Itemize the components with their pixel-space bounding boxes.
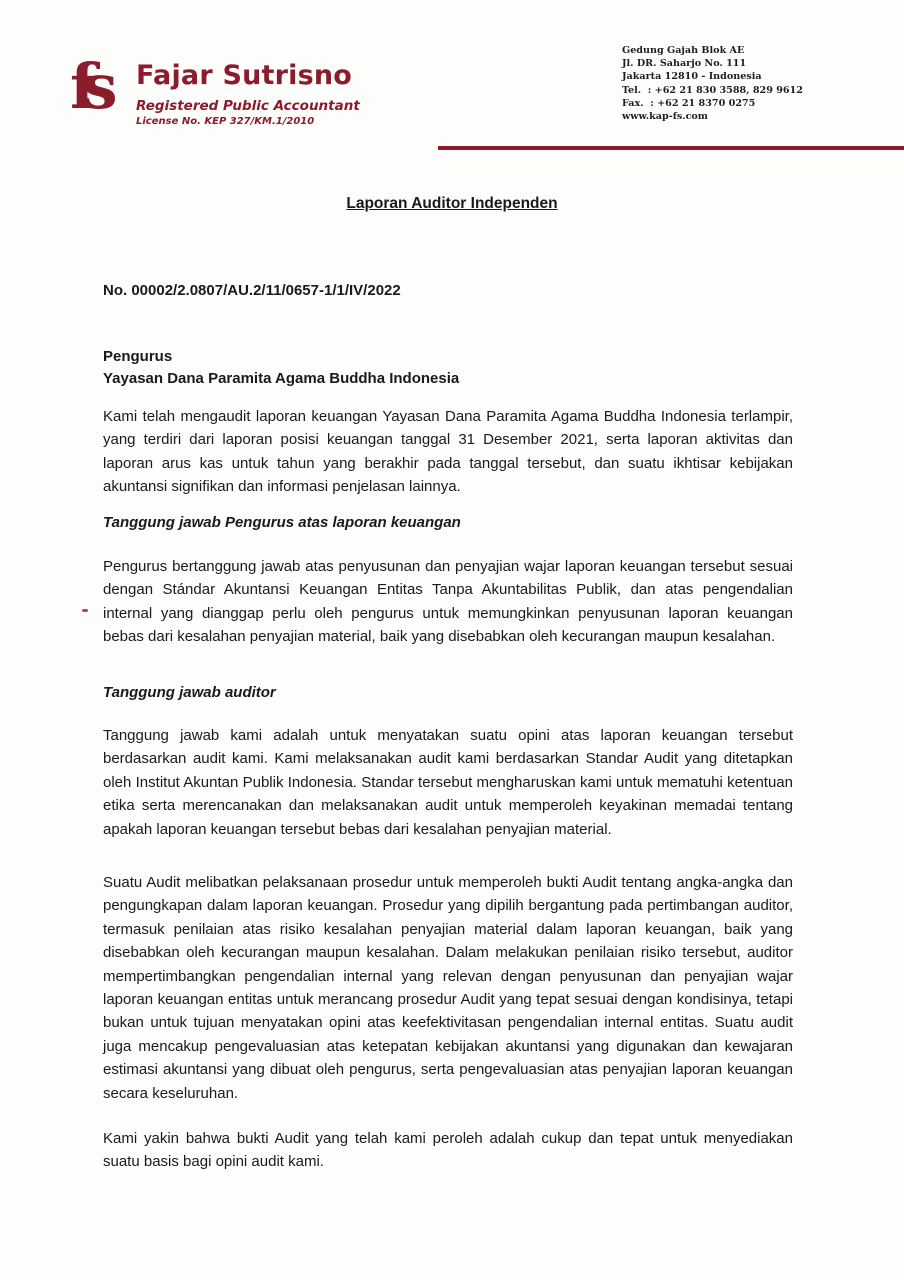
header-divider <box>438 146 904 150</box>
firm-name: Fajar Sutrisno <box>136 60 353 91</box>
firm-license: License No. KEP 327/KM.1/2010 <box>136 116 315 127</box>
paragraph: Suatu Audit melibatkan pelaksanaan prosedur untuk memperoleh bukti Audit tentang angka-angka dan pengungkapan dalam laporan keuangan. Prosedur yang dipilih bergantung pada pertimbangan auditor, termasuk penilaian atas risiko kesalahan penyajian material dalam laporan keuangan, baik yang disebabkan oleh kecurangan maupun kesalahan. Dalam melakukan penilaian risiko tersebut, auditor mempertimbangkan pengendalian internal yang relevan dengan penyusunan dan penyajian wajar laporan keuangan entitas untuk merancang prosedur Audit yang tepat sesuai dengan kondisinya, tetapi bukan untuk tujuan menyatakan opini atas keefektivitasan pengendalian internal entitas. Suatu audit juga mencakup pengevaluasian atas ketepatan kebijakan akuntansi yang digunakan dan kewajaran estimasi akuntansi yang dibuat oleh pengurus, serta pengevaluasian atas penyajian laporan keuangan secara keseluruhan. <box>103 874 793 1102</box>
intro-paragraph <box>103 405 793 499</box>
paragraph: Kami yakin bahwa bukti Audit yang telah kami peroleh adalah cukup dan tepat untuk menyediakan suatu basis bagi opini audit kami. <box>103 1130 793 1171</box>
scan-mark-icon <box>82 609 88 612</box>
paragraph: Pengurus bertanggung jawab atas penyusunan dan penyajian wajar laporan keuangan tersebut sesuai dengan Stándar Akuntansi Keuangan Entitas Tanpa Akuntabilitas Publik, dan atas pengendalian internal yang dianggap perlu oleh pengurus untuk memungkinkan penyusunan laporan keuangan bebas dari kesalahan penyajian material, baik yang disebabkan oleh kecurangan maupun kesalahan. <box>103 558 793 646</box>
document-title-text: Laporan Auditor Independen <box>346 195 558 212</box>
section-auditor-body-3 <box>103 1127 793 1174</box>
firm-subtitle: Registered Public Accountant <box>136 98 360 114</box>
section-auditor-body-1 <box>103 724 793 841</box>
address-line: Jl. DR. Saharjo No. 111 <box>622 58 747 70</box>
section-auditor-body-2 <box>103 871 793 1105</box>
reference-number: No. 00002/2.0807/AU.2/11/0657-1/1/IV/2022 <box>103 282 401 299</box>
recipient-line-1: Pengurus <box>103 348 173 365</box>
address-line: Gedung Gajah Blok AE <box>622 45 745 56</box>
recipient-line-2: Yayasan Dana Paramita Agama Buddha Indonesia <box>103 370 460 387</box>
address-website: www.kap-fs.com <box>622 111 708 123</box>
document-title <box>0 195 904 213</box>
recipient-block <box>103 346 459 390</box>
firm-address <box>622 44 803 123</box>
paragraph: Tanggung jawab kami adalah untuk menyatakan suatu opini atas laporan keuangan tersebut berdasarkan audit kami. Kami melaksanakan audit kami berdasarkan Standar Audit yang ditetapkan oleh Institut Akuntan Publik Indonesia. Standar tersebut mengharuskan kami untuk mematuhi ketentuan etika serta merencanakan dan melaksanakan audit untuk memperoleh keyakinan memadai tentang apakah laporan keuangan tersebut bebas dari kesalahan penyajian material. <box>103 727 793 838</box>
address-fax: Fax. : +62 21 8370 0275 <box>622 97 756 109</box>
address-line: Jakarta 12810 - Indonesia <box>622 71 762 83</box>
paragraph: Kami telah mengaudit laporan keuangan Yayasan Dana Paramita Agama Buddha Indonesia terlampir, yang terdiri dari laporan posisi keuangan tanggal 31 Desember 2021, serta laporan aktivitas dan laporan arus kas untuk tahun yang berakhir pada tanggal tersebut, dan suatu ikhtisar kebijakan akuntansi signifikan dan informasi penjelasan lainnya. <box>103 408 793 496</box>
section-management-body <box>103 555 793 649</box>
section-heading-management: Tanggung jawab Pengurus atas laporan keuangan <box>103 514 461 531</box>
section-heading-auditor: Tanggung jawab auditor <box>103 684 276 701</box>
firm-logo-icon: fs <box>70 50 104 123</box>
address-phone: Tel. : +62 21 830 3588, 829 9612 <box>622 84 803 96</box>
